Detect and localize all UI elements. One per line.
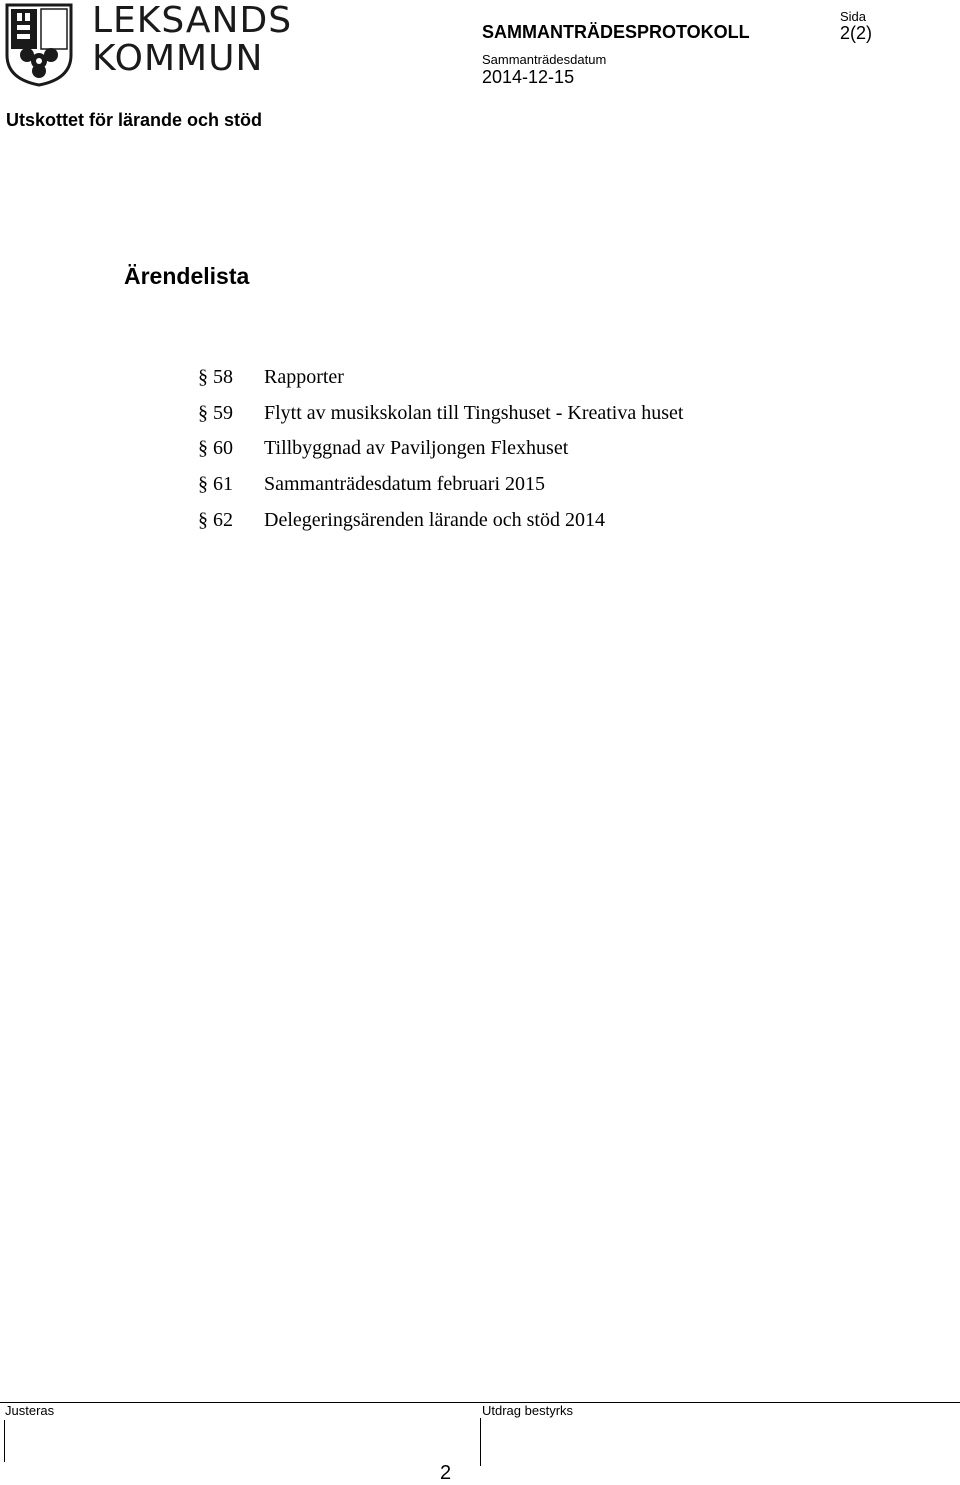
agenda-item bbox=[198, 360, 918, 396]
agenda-item-number: § 60 bbox=[198, 437, 233, 460]
agenda-item bbox=[198, 396, 918, 432]
agenda-item-number: § 61 bbox=[198, 473, 233, 496]
agenda-item-number: § 58 bbox=[198, 366, 233, 389]
footer-page-number: 2 bbox=[440, 1462, 452, 1484]
meeting-date: 2014-12-15 bbox=[482, 67, 575, 87]
justeras-label: Justeras bbox=[5, 1403, 55, 1418]
agenda-item-title: Tillbyggnad av Paviljongen Flexhuset bbox=[264, 437, 569, 460]
agenda-item-number: § 62 bbox=[198, 508, 233, 531]
agenda-item-title: Rapporter bbox=[264, 366, 344, 389]
committee-name: Utskottet för lärande och stöd bbox=[6, 110, 263, 130]
document-title: SAMMANTRÄDESPROTOKOLL bbox=[482, 22, 750, 42]
agenda-item-title: Delegeringsärenden lärande och stöd 2014 bbox=[264, 508, 605, 531]
footer-divider bbox=[0, 1402, 960, 1403]
logo-line-2: KOMMUN bbox=[92, 38, 264, 79]
agenda-item bbox=[198, 431, 918, 467]
agenda-item bbox=[198, 467, 918, 503]
date-label: Sammanträdesdatum bbox=[482, 52, 607, 67]
agenda-item-title: Flytt av musikskolan till Tingshuset - Kreativa huset bbox=[264, 401, 684, 424]
agenda-item-number: § 59 bbox=[198, 401, 233, 424]
page-number: 2(2) bbox=[840, 23, 873, 43]
signature-box-divider bbox=[480, 1418, 481, 1466]
logo-line-1: LEKSANDS bbox=[92, 0, 293, 41]
agenda-item-title: Sammanträdesdatum februari 2015 bbox=[264, 473, 546, 496]
organization-logo-text bbox=[92, 2, 292, 78]
agenda-list bbox=[198, 360, 918, 538]
page-heading: Ärendelista bbox=[124, 263, 250, 289]
signature-box-left-border bbox=[4, 1420, 5, 1462]
page-label: Sida bbox=[840, 9, 867, 24]
utdrag-label: Utdrag bestyrks bbox=[482, 1403, 574, 1418]
coat-of-arms-icon bbox=[5, 3, 73, 87]
agenda-item bbox=[198, 502, 918, 538]
